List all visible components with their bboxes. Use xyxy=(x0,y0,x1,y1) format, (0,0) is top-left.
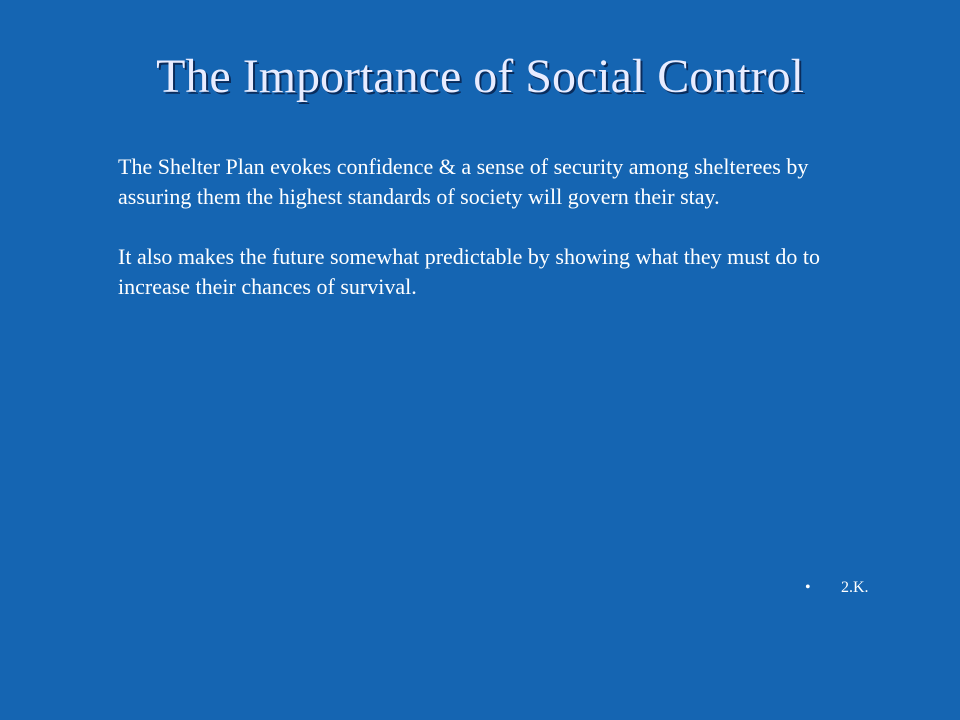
paragraph-1: The Shelter Plan evokes confidence & a sense of security among shelterees by assuring them the highest standards of society will govern their stay. xyxy=(118,154,809,209)
paragraph-2: It also makes the future somewhat predictable by showing what they must do to increase their chances of survival. xyxy=(118,244,821,299)
reference-label: 2.K. xyxy=(841,579,869,596)
bullet-marker: • xyxy=(805,579,811,596)
slide-title: The Importance of Social Control xyxy=(156,50,804,103)
reference-bullet xyxy=(805,578,869,598)
slide-body xyxy=(118,152,878,332)
